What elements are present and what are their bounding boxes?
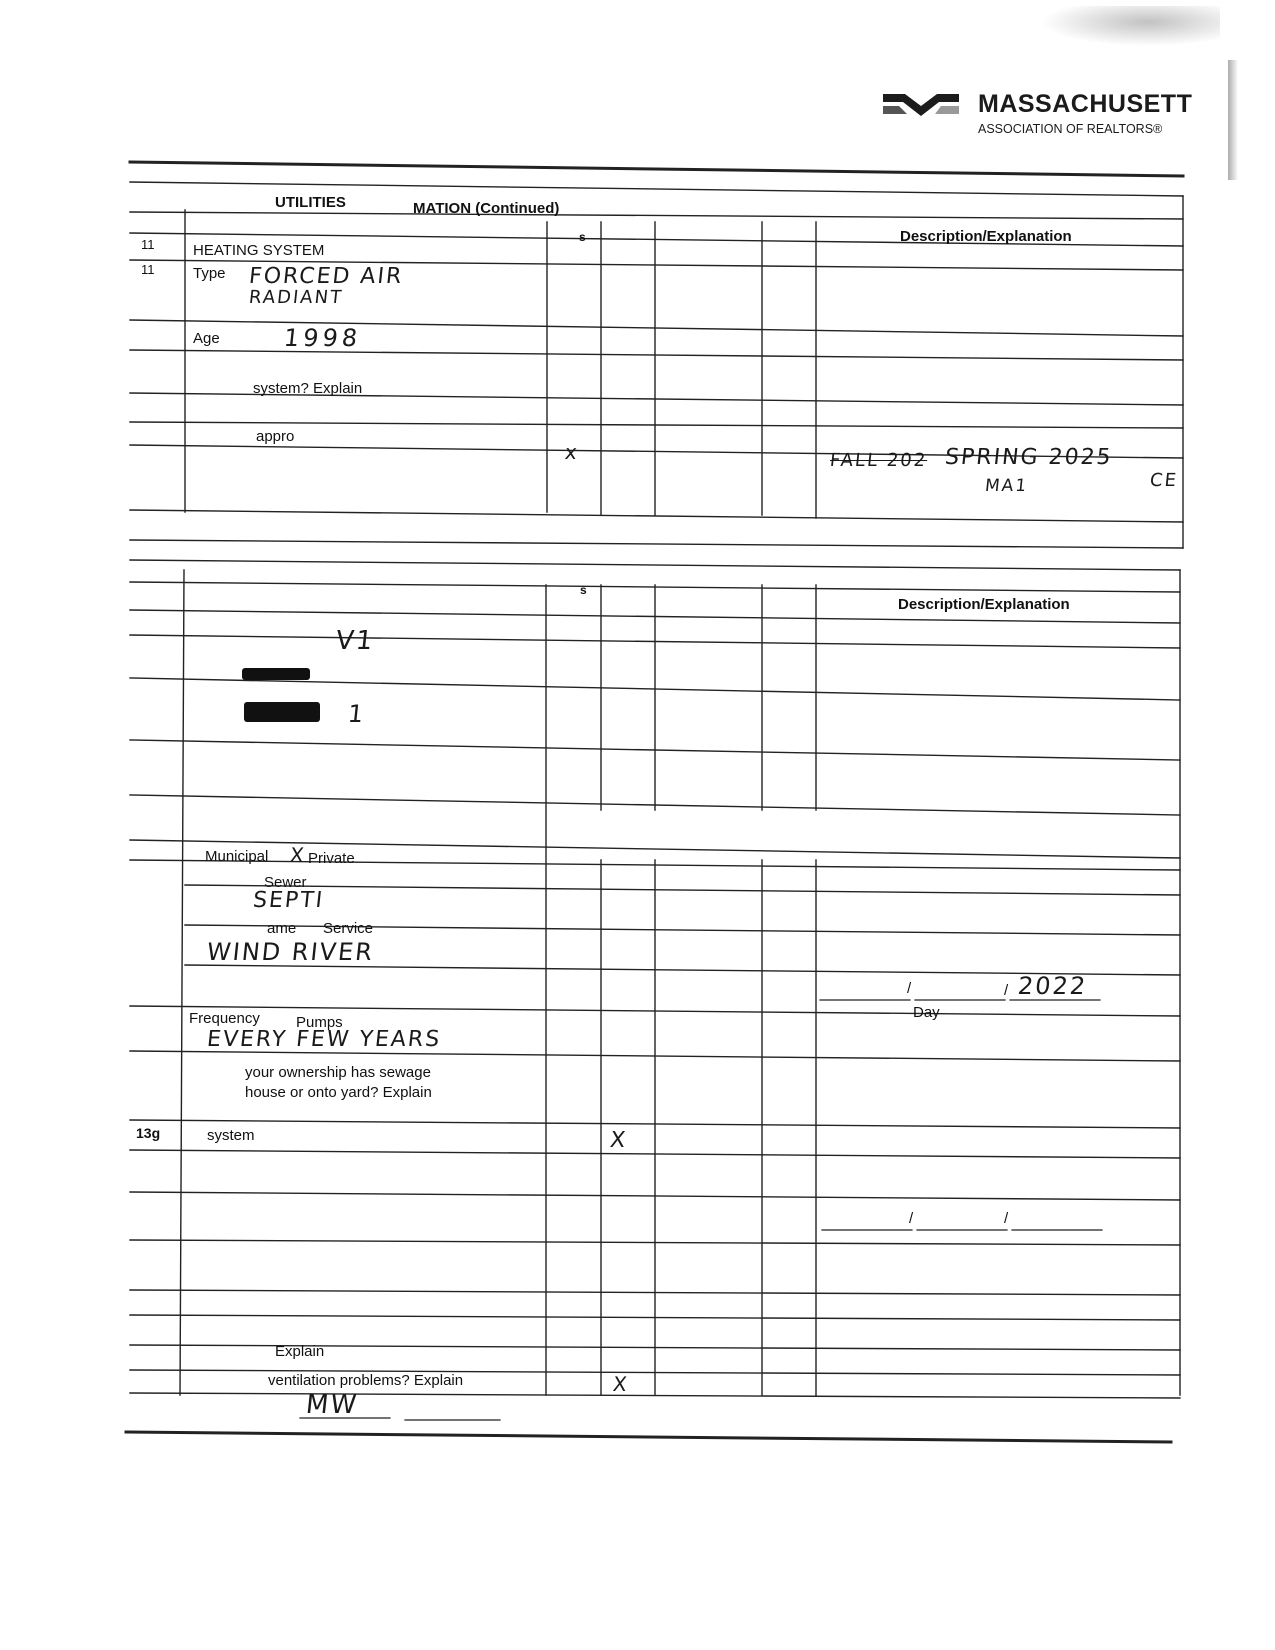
- municipal-mark: X: [288, 843, 307, 867]
- check-mark: x: [563, 440, 581, 464]
- system-mark: X: [608, 1128, 629, 1153]
- initials: MW: [304, 1390, 360, 1420]
- appro-label: appro: [256, 428, 295, 445]
- item-number: 11: [141, 237, 155, 252]
- col-header-s: s: [580, 583, 587, 597]
- section-heading-continued: MATION (Continued): [413, 200, 560, 217]
- description-value: SPRING 2025: [943, 445, 1114, 470]
- pumps-label: Pumps: [296, 1014, 343, 1031]
- sewer-value: SEPTI: [251, 888, 326, 913]
- explain-label: Explain: [275, 1343, 325, 1360]
- date-slash: /: [1004, 982, 1009, 999]
- redaction-mark: [242, 668, 310, 680]
- heating-system-label: HEATING SYSTEM: [193, 242, 325, 259]
- frequency-value: EVERY FEW YEARS: [205, 1027, 443, 1052]
- logo-title: MASSACHUSETT: [978, 90, 1193, 118]
- col-header-description: Description/Explanation: [898, 596, 1070, 613]
- section-heading-utilities: UTILITIES: [275, 194, 346, 211]
- col-header-s: s: [579, 230, 586, 244]
- municipal-label: Municipal: [205, 848, 269, 865]
- col-header-description: Description/Explanation: [900, 228, 1072, 245]
- description-sub: MA1: [983, 476, 1030, 496]
- name-label: ame: [267, 920, 297, 937]
- age-label: Age: [193, 330, 220, 347]
- type-value: FORCED AIR: [247, 264, 405, 289]
- system-label: system: [207, 1127, 255, 1144]
- date-slash: /: [909, 1210, 914, 1227]
- sewage-question: your ownership has sewage: [245, 1064, 431, 1081]
- date-slash: /: [907, 980, 912, 997]
- service-label: Service: [323, 920, 374, 937]
- sewer-label: Sewer: [264, 874, 307, 891]
- handwritten-one: 1: [346, 700, 367, 728]
- logo-subtitle: ASSOCIATION OF REALTORS®: [978, 122, 1163, 136]
- ventilation-question: ventilation problems? Explain: [268, 1372, 464, 1389]
- item-number: 13g: [136, 1125, 161, 1141]
- age-value: 1998: [282, 324, 363, 352]
- date-year: 2022: [1016, 972, 1089, 1000]
- handwritten-v: V1: [334, 626, 376, 656]
- item-number: 11: [141, 262, 155, 277]
- system-explain-label: system? Explain: [253, 380, 363, 397]
- date-slash: /: [1004, 1210, 1009, 1227]
- redaction-mark: [244, 702, 320, 722]
- frequency-label: Frequency: [189, 1010, 260, 1027]
- type-value: RADIANT: [247, 287, 345, 308]
- ventilation-mark: X: [611, 1372, 630, 1396]
- description-edge: CE: [1148, 470, 1180, 491]
- struck-value: FALL 202: [828, 450, 929, 471]
- private-label: Private: [308, 850, 355, 867]
- day-label: Day: [913, 1004, 940, 1021]
- service-value: WIND RIVER: [205, 938, 376, 966]
- type-label: Type: [193, 265, 226, 282]
- sewage-question: house or onto yard? Explain: [245, 1084, 432, 1101]
